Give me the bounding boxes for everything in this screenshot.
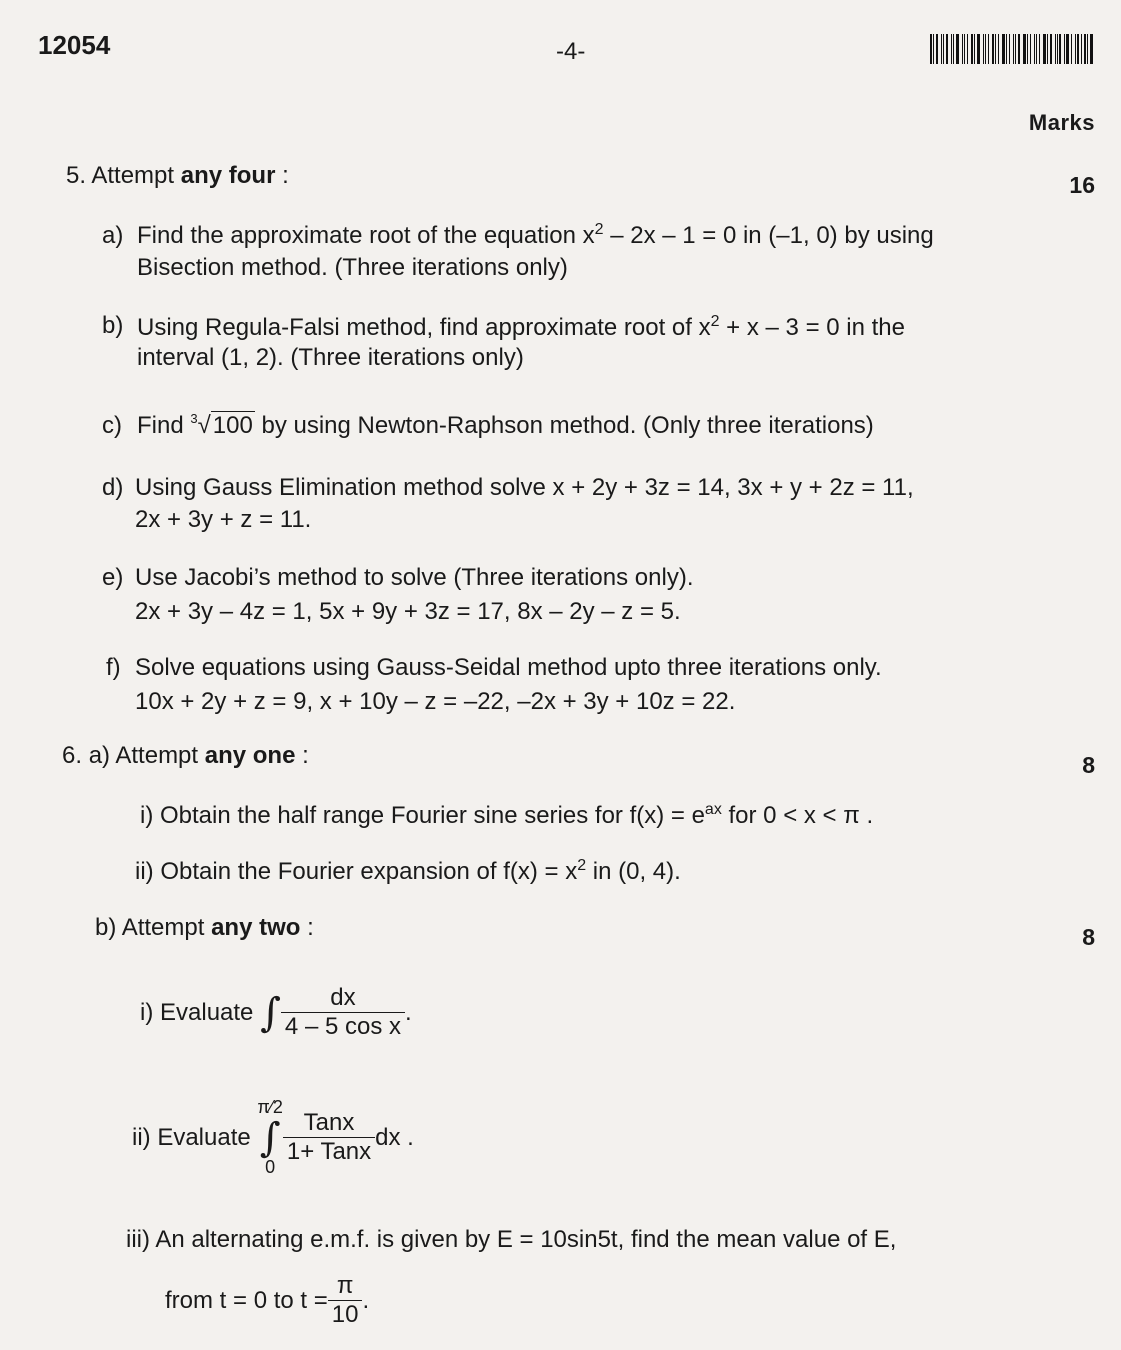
q5d-line2: 2x + 3y + z = 11. [135,506,312,533]
q6b-iii-fraction: $\frac{\pi}{10}$ [328,1272,363,1329]
q5c-label: c) [102,412,122,439]
q6a-marks: 8 [1082,752,1095,778]
barcode-bar [936,34,939,64]
q5-intro-end: : [275,162,289,189]
q5a-line1: Find the approximate root of the equation $x^2 - 2x - 1 = 0$ in (–1, 0) by using [137,221,934,249]
q6b-label: b) [95,914,117,941]
q5b-label: b) [102,312,124,339]
marks-header: Marks [1028,110,1095,135]
q5d-line1: Using Gauss Elimination method solve x + 2y + 3z = 14, 3x + y + 2z = 11, [135,474,914,501]
q5-marks: 16 [1069,172,1095,198]
q6a-header: 6. a) Attempt any one : [62,742,309,769]
barcode-bar [933,34,934,64]
barcode-bar [1034,34,1036,64]
q6a-ii: ii) Obtain the Fourier expansion of $f(x) = x^2$ in (0, 4). [135,857,681,885]
barcode-bar [985,34,986,64]
barcode [930,34,1096,64]
q6b-header: b) Attempt any two : [95,914,314,941]
barcode-bar [1087,34,1088,64]
barcode-bar [1081,34,1082,64]
barcode-bar [1090,34,1093,64]
page-number: -4- [556,38,586,65]
q5f-line2: 10x + 2y + z = 9, x + 10y – z = –22, –2x + 3y + 10z = 22. [135,688,736,715]
barcode-bar [1023,34,1026,64]
barcode-bar [1066,34,1069,64]
q6b-iii-line1: iii) An alternating e.m.f. is given by E = 10sin5t, find the mean value of E, [126,1226,897,1253]
barcode-bar [974,34,975,64]
q5b-line1: Using Regula-Falsi method, find approximate root of $x^2 + x - 3 = 0$ in the [137,313,905,341]
barcode-bar [1047,34,1048,64]
integral-with-limits: π⁄2 ∫ 0 [257,1097,283,1177]
barcode-bar [1043,34,1046,64]
q5f-line1: Solve equations using Gauss-Seidal method upto three iterations only. [135,654,882,681]
barcode-bar [1036,34,1037,64]
q5-intro: Attempt [91,162,175,189]
q5-number: 5. [66,162,87,189]
barcode-bar [1039,34,1040,64]
q5e-line2: 2x + 3y – 4z = 1, 5x + 9y + 3z = 17, 8x – 2y – z = 5. [135,598,681,625]
barcode-bar [1002,34,1005,64]
q6b-iii-line2: from t = 0 to t = $\frac{\pi}{10}$ . [165,1272,370,1328]
barcode-bar [988,34,990,64]
q6b-marks: 8 [1082,924,1095,950]
barcode-bar [943,34,944,64]
q5b-line2: interval (1, 2). (Three iterations only) [137,344,524,371]
q5d-label: d) [102,474,124,501]
q5a-label: a) [102,222,124,249]
barcode-bar [1084,34,1086,64]
barcode-bar [1055,34,1056,64]
q5c-text: Find $^3$√100 by using Newton-Raphson method. (Only three iterations) [137,411,874,439]
q6a-i: i) Obtain the half range Fourier sine series for $f(x) = e^{ax}$ for 0 < x < π . [140,801,874,829]
q5e-line1: Use Jacobi’s method to solve (Three iterations only). [135,564,694,591]
barcode-bar [983,34,984,64]
barcode-bar [1064,34,1065,64]
barcode-bar [971,34,973,64]
q6b-i: i) Evaluate ∫ $\frac{dx}{\text{4 – 5 cos x}}$ . [140,984,412,1040]
barcode-bar [930,34,932,64]
barcode-bar [967,34,968,64]
q5e-label: e) [102,564,124,591]
barcode-bar [1015,34,1016,64]
q6b-ii: ii) Evaluate π⁄2 ∫ 0 $\frac{\text{Tanx}}{\text{1+ Tanx}}$ dx . [132,1097,414,1177]
barcode-bar [1027,34,1028,64]
barcode-bar [1006,34,1007,64]
barcode-bar [998,34,999,64]
barcode-bar [964,34,965,64]
paper-code: 12054 [38,30,111,60]
barcode-bar [1050,34,1052,64]
barcode-bar [1077,34,1079,64]
q5-intro-bold: any four [180,162,276,189]
q6b-ii-fraction: $\frac{\text{Tanx}}{\text{1+ Tanx}}$ [283,1109,375,1166]
q6a-label: a) [88,742,111,769]
q5-header [66,162,289,190]
barcode-bar [1057,34,1058,64]
barcode-bar [953,34,954,64]
barcode-bar [1018,34,1020,64]
barcode-bar [1075,34,1076,64]
barcode-bar [995,34,996,64]
barcode-bar [946,34,948,64]
q5f-label: f) [106,654,121,681]
barcode-bar [956,34,959,64]
cube-root: $^3$√100 [190,411,253,439]
barcode-bar [1071,34,1072,64]
barcode-bar [951,34,952,64]
q6-number: 6. [62,742,83,769]
barcode-bar [941,34,942,64]
barcode-bar [1009,34,1011,64]
q6b-i-fraction: $\frac{dx}{\text{4 – 5 cos x}}$ [281,984,405,1041]
barcode-bar [992,34,994,64]
barcode-bar [1013,34,1014,64]
barcode-bar [962,34,964,64]
q5a-line2: Bisection method. (Three iterations only) [137,254,568,281]
integral-sign: ∫ [260,989,281,1036]
barcode-bar [1030,34,1031,64]
barcode-bar [1059,34,1061,64]
barcode-bar [977,34,980,64]
